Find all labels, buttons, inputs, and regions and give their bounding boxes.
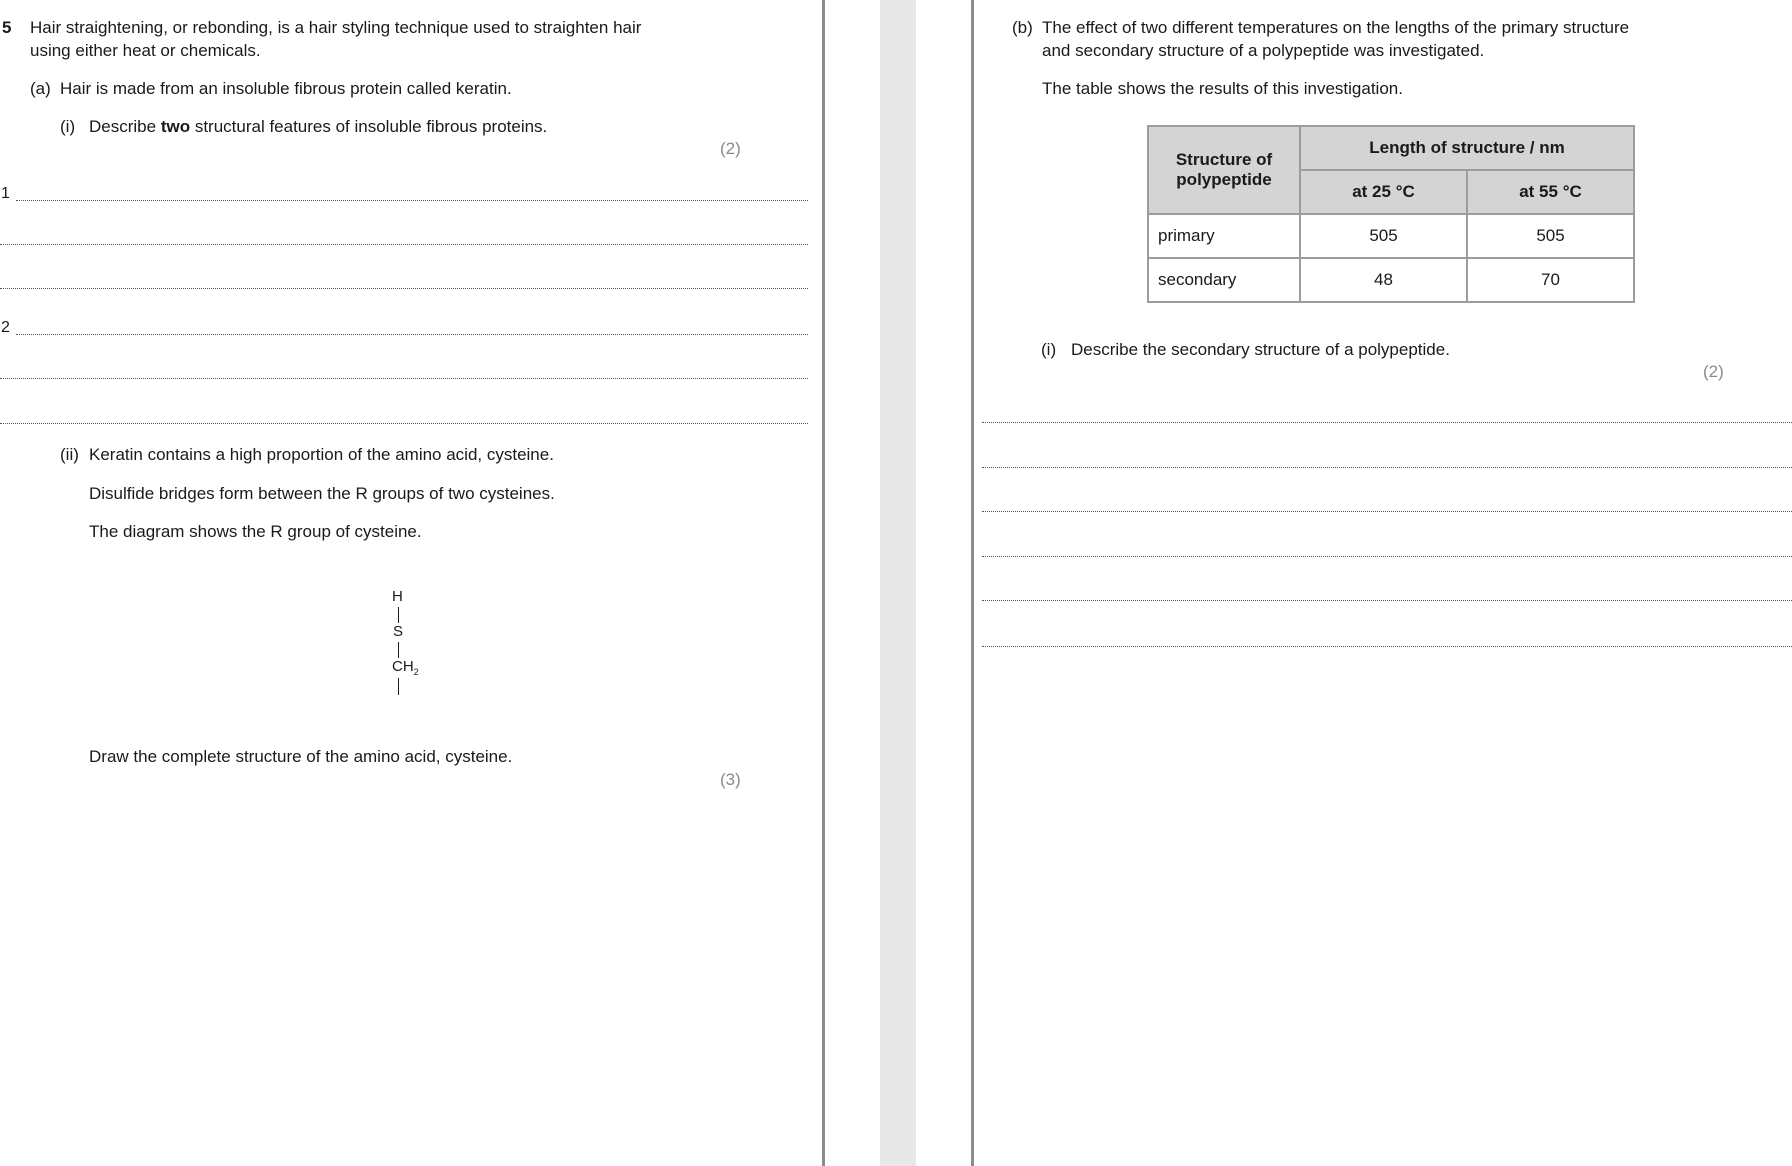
marks-b-i: (2) <box>1703 362 1724 381</box>
part-a-i-question: Describe two structural features of insoluble fibrous proteins. <box>89 117 548 136</box>
answer-number-2: 2 <box>1 319 10 336</box>
part-b-line2: and secondary structure of a polypeptide was investigated. <box>1042 41 1485 60</box>
part-a-ii-instruction: Draw the complete structure of the amino acid, cysteine. <box>89 747 513 766</box>
answer-line[interactable] <box>982 511 1792 512</box>
part-a-ii-line3: The diagram shows the R group of cysteine. <box>89 522 422 541</box>
part-a-i-label: (i) <box>60 117 76 136</box>
part-a-ii-line2: Disulfide bridges form between the R groups of two cysteines. <box>89 484 555 503</box>
table-intro: The table shows the results of this investigation. <box>1042 79 1403 98</box>
question-intro-line2: using either heat or chemicals. <box>30 41 261 60</box>
bond-s-c <box>398 642 399 658</box>
results-table <box>1147 125 1635 303</box>
cysteine-r-group-diagram <box>380 585 440 700</box>
header-structure: Structure of polypeptide <box>1148 126 1300 214</box>
question-number: 5 <box>2 18 12 37</box>
answer-line[interactable] <box>0 244 808 245</box>
cell-structure: secondary <box>1148 258 1300 302</box>
answer-line[interactable] <box>982 600 1792 601</box>
question-intro-line1: Hair straightening, or rebonding, is a hair styling technique used to straighten hair <box>30 18 642 37</box>
part-b-i-label: (i) <box>1041 340 1057 359</box>
bond-h-s <box>398 607 399 623</box>
answer-line[interactable] <box>982 422 1792 423</box>
cell-value-55: 70 <box>1467 258 1634 302</box>
left-page-edge <box>822 0 825 1166</box>
answer-line[interactable] <box>0 288 808 289</box>
part-a-ii-label: (ii) <box>60 445 79 464</box>
answer-line[interactable] <box>982 467 1792 468</box>
answer-line[interactable] <box>16 200 808 201</box>
part-b-i-question: Describe the secondary structure of a polypeptide. <box>1071 340 1450 359</box>
atom-ch2: $CH_2$ <box>392 658 419 677</box>
atom-s: S <box>393 623 404 640</box>
part-a-ii-line1: Keratin contains a high proportion of the amino acid, cysteine. <box>89 445 554 464</box>
cell-value-25: 505 <box>1300 214 1467 258</box>
answer-line[interactable] <box>982 556 1792 557</box>
page-shadow <box>880 0 916 1166</box>
table-row <box>1148 214 1634 258</box>
part-b-line1: The effect of two different temperatures on the lengths of the primary structure <box>1042 18 1630 37</box>
bond-c-down <box>398 678 399 695</box>
cell-value-25: 48 <box>1300 258 1467 302</box>
answer-line[interactable] <box>0 378 808 379</box>
answer-line[interactable] <box>982 646 1792 647</box>
answer-number-1: 1 <box>1 185 10 202</box>
atom-h: H <box>392 588 403 605</box>
right-page-edge <box>971 0 974 1166</box>
header-25c: at 25 °C <box>1300 170 1467 214</box>
marks-a-ii: (3) <box>720 770 741 789</box>
table-row <box>1148 258 1634 302</box>
header-55c: at 55 °C <box>1467 170 1634 214</box>
part-a-text: Hair is made from an insoluble fibrous protein called keratin. <box>60 79 512 98</box>
part-a-label: (a) <box>30 79 51 98</box>
answer-line[interactable] <box>16 334 808 335</box>
header-length-group: Length of structure / nm <box>1300 126 1634 170</box>
cell-structure: primary <box>1148 214 1300 258</box>
part-b-label: (b) <box>1012 18 1033 37</box>
cell-value-55: 505 <box>1467 214 1634 258</box>
answer-line[interactable] <box>0 423 808 424</box>
table-header-row <box>1148 126 1634 170</box>
marks-a-i: (2) <box>720 139 741 158</box>
